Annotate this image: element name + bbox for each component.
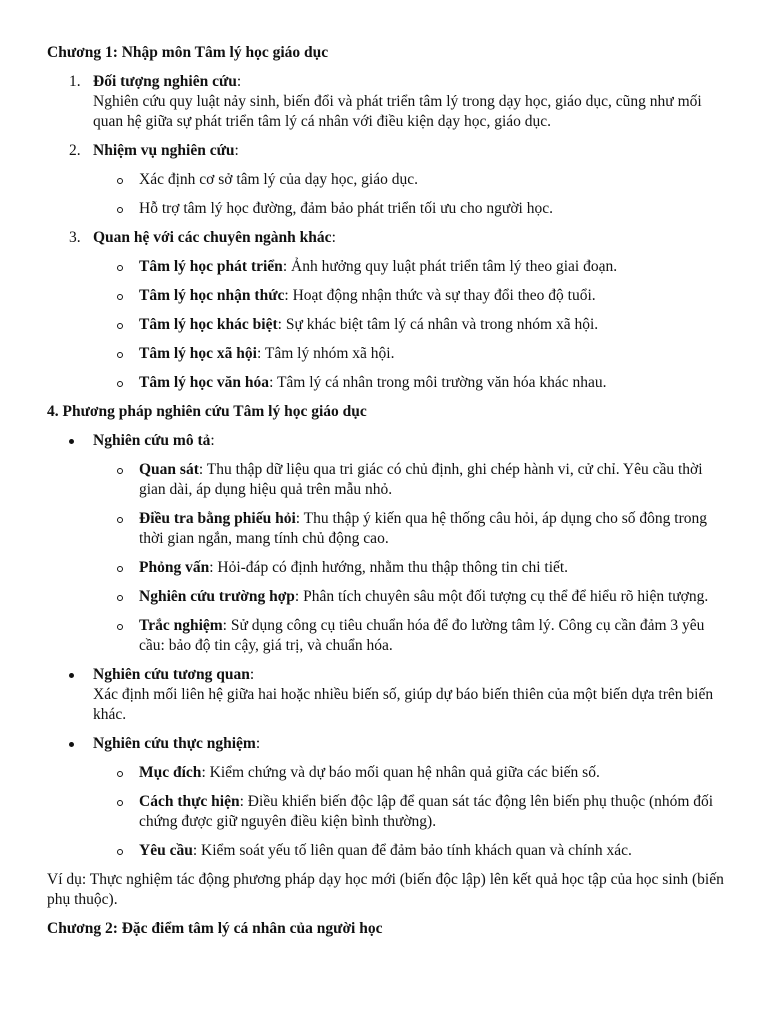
bullet-item-experimental-research: [47, 734, 727, 754]
sub-item-text: : Kiểm soát yếu tố liên quan để đảm bảo tính khách quan và chính xác.: [192, 842, 632, 859]
sub-list-item: [47, 170, 727, 190]
sub-item-text: : Sử dụng công cụ tiêu chuẩn hóa để đo lường tâm lý. Công cụ cần đảm 3 yêu cầu: bảo độ tin cậy, giá trị, và chuẩn hóa.: [139, 617, 705, 654]
sub-item-text: Xác định cơ sở tâm lý của dạy học, giáo dục.: [139, 171, 418, 188]
sub-item-label: Mục đích: [139, 764, 202, 781]
sub-list-item: [47, 509, 727, 549]
numbered-item-related-fields: [47, 228, 727, 248]
sub-list-item: [47, 792, 727, 832]
example-paragraph: Ví dụ: Thực nghiệm tác động phương pháp dạy học mới (biến độc lập) lên kết quả học tập của học sinh (biến phụ thuộc).: [47, 871, 724, 908]
circle-bullet-icon: [117, 517, 123, 523]
bullet-item-correlational-research: [47, 665, 727, 725]
circle-bullet-icon: [117, 323, 123, 329]
circle-bullet-icon: [117, 771, 123, 777]
sub-item-label: Nghiên cứu trường hợp: [139, 588, 295, 605]
circle-bullet-icon: [117, 595, 123, 601]
item-number: 1.: [69, 73, 81, 90]
sub-item-text: : Kiểm chứng và dự báo mối quan hệ nhân quả giữa các biến số.: [201, 764, 600, 781]
circle-bullet-icon: [117, 624, 123, 630]
chapter1-title: Chương 1: Nhập môn Tâm lý học giáo dục: [47, 44, 329, 61]
sub-item-text: : Tâm lý nhóm xã hội.: [256, 345, 395, 362]
bullet-text: Xác định mối liên hệ giữa hai hoặc nhiều biến số, giúp dự báo biến thiên của một biến dựa trên biến khác.: [93, 686, 714, 723]
item-label: Quan hệ với các chuyên ngành khác: [93, 229, 332, 246]
sub-list-item: [47, 199, 727, 219]
section4-title: 4. Phương pháp nghiên cứu Tâm lý học giáo dục: [47, 403, 367, 420]
circle-bullet-icon: [117, 566, 123, 572]
sub-item-label: Cách thực hiện: [139, 793, 240, 810]
numbered-item-research-object: [47, 72, 727, 132]
item-number: 3.: [69, 229, 81, 246]
circle-bullet-icon: [117, 849, 123, 855]
sub-list-item: [47, 315, 727, 335]
bullet-label: Nghiên cứu thực nghiệm: [93, 735, 256, 752]
item-separator: :: [331, 229, 336, 246]
item-separator: :: [234, 142, 239, 159]
sub-list-item: [47, 558, 727, 578]
circle-bullet-icon: [117, 381, 123, 387]
sub-item-text: : Điều khiển biến độc lập để quan sát tác động lên biến phụ thuộc (nhóm đối chứng được giữ nguyên điều kiện bình thường).: [139, 793, 714, 830]
circle-bullet-icon: [117, 207, 123, 213]
sub-item-text: : Ảnh hưởng quy luật phát triển tâm lý theo giai đoạn.: [282, 258, 618, 275]
item-text: Nghiên cứu quy luật nảy sinh, biến đổi và phát triển tâm lý trong dạy học, giáo dục, cũng như mối quan hệ giữa sự phát triển tâm lý cá nhân với điều kiện dạy học, giáo dục.: [93, 93, 702, 130]
circle-bullet-icon: [117, 800, 123, 806]
circle-bullet-icon: [117, 265, 123, 271]
sub-item-label: Trắc nghiệm: [139, 617, 223, 634]
sub-item-label: Tâm lý học phát triển: [139, 258, 283, 275]
disc-bullet-icon: [69, 742, 74, 747]
bullet-label: Nghiên cứu tương quan: [93, 666, 250, 683]
sub-item-text: : Sự khác biệt tâm lý cá nhân và trong nhóm xã hội.: [277, 316, 599, 333]
bullet-item-descriptive-research: [47, 431, 727, 451]
disc-bullet-icon: [69, 439, 74, 444]
sub-list-item: [47, 286, 727, 306]
sub-item-label: Điều tra bằng phiếu hỏi: [139, 510, 296, 527]
sub-item-text: : Hỏi-đáp có định hướng, nhằm thu thập thông tin chi tiết.: [209, 559, 569, 576]
sub-item-text: Hỗ trợ tâm lý học đường, đảm bảo phát triển tối ưu cho người học.: [139, 200, 553, 217]
sub-item-label: Quan sát: [139, 461, 199, 478]
numbered-item-research-tasks: [47, 141, 727, 161]
disc-bullet-icon: [69, 673, 74, 678]
circle-bullet-icon: [117, 294, 123, 300]
sub-list-item: [47, 587, 727, 607]
bullet-label: Nghiên cứu mô tả: [93, 432, 211, 449]
sub-list-item: [47, 616, 727, 656]
sub-item-label: Tâm lý học văn hóa: [139, 374, 270, 391]
sub-list-item: [47, 373, 727, 393]
item-label: Đối tượng nghiên cứu: [93, 73, 237, 90]
circle-bullet-icon: [117, 352, 123, 358]
sub-item-label: Tâm lý học khác biệt: [139, 316, 278, 333]
chapter2-title: Chương 2: Đặc điểm tâm lý cá nhân của người học: [47, 920, 383, 937]
sub-item-label: Phỏng vấn: [139, 559, 210, 576]
sub-item-text: : Phân tích chuyên sâu một đối tượng cụ thể để hiểu rõ hiện tượng.: [294, 588, 709, 605]
bullet-separator: :: [210, 432, 215, 449]
sub-item-text: : Tâm lý cá nhân trong môi trường văn hóa khác nhau.: [269, 374, 607, 391]
sub-item-label: Tâm lý học xã hội: [139, 345, 257, 362]
sub-item-text: : Thu thập dữ liệu qua tri giác có chủ định, ghi chép hành vi, cử chỉ. Yêu cầu thời gian dài, áp dụng hiệu quả trên mẫu nhỏ.: [139, 461, 703, 498]
item-label: Nhiệm vụ nghiên cứu: [93, 142, 235, 159]
circle-bullet-icon: [117, 468, 123, 474]
sub-list-item: [47, 841, 727, 861]
circle-bullet-icon: [117, 178, 123, 184]
sub-list-item: [47, 763, 727, 783]
sub-list-item: [47, 344, 727, 364]
sub-item-text: : Hoạt động nhận thức và sự thay đổi theo độ tuổi.: [284, 287, 596, 304]
sub-item-label: Yêu cầu: [139, 842, 193, 859]
sub-item-text: : Thu thập ý kiến qua hệ thống câu hỏi, áp dụng cho số đông trong thời gian ngắn, mang tính chủ động cao.: [139, 510, 708, 547]
document-page: [47, 43, 727, 948]
item-number: 2.: [69, 142, 81, 159]
sub-list-item: [47, 257, 727, 277]
sub-list-item: [47, 460, 727, 500]
bullet-separator: :: [249, 666, 255, 683]
bullet-separator: :: [255, 735, 261, 752]
item-separator: :: [236, 73, 242, 90]
sub-item-label: Tâm lý học nhận thức: [139, 287, 285, 304]
